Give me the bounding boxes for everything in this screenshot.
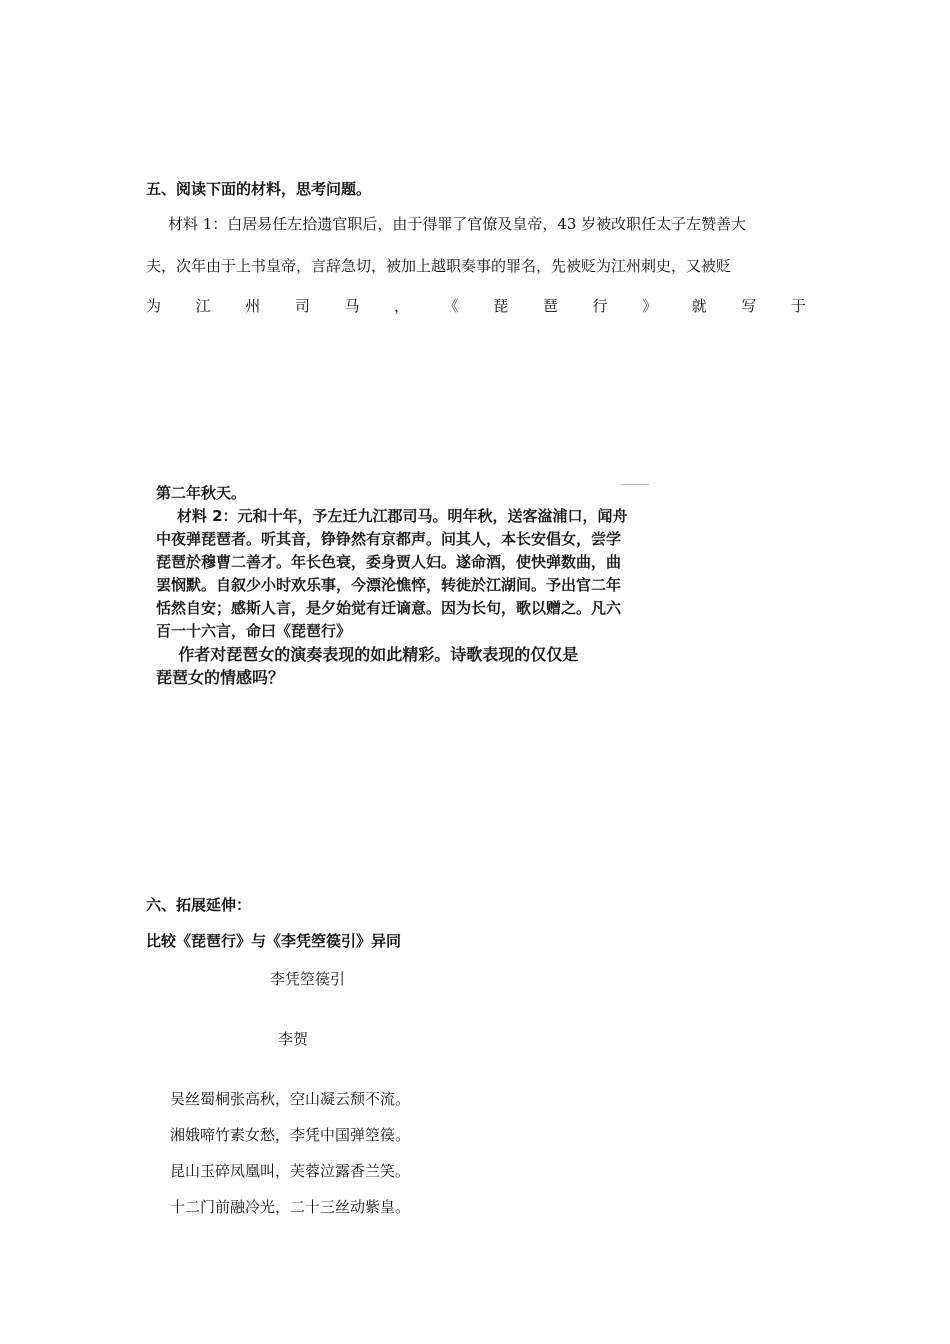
scanned-material-image: [150, 482, 650, 694]
material-1-line-3: [146, 296, 806, 316]
char: 就: [691, 297, 707, 315]
poem-author: 李贺: [278, 1030, 309, 1048]
scan-line: 中夜弹琵琶者。听其音，铮铮然有京都声。问其人，本长安倡女，尝学: [156, 530, 622, 548]
char: 行: [592, 297, 608, 315]
char: 于: [790, 297, 806, 315]
scan-line: 琵琶於穆曹二善才。年长色衰，委身贾人妇。遂命酒，使快弹数曲，曲: [156, 553, 622, 571]
scan-line: 作者对琵琶女的演奏表现的如此精彩。诗歌表现的仅仅是: [156, 645, 579, 664]
scan-line: 罢悯默。自叙少小时欢乐事，今漂沦憔悴，转徙於江湖间。予出官二年: [156, 576, 622, 594]
section-5-heading: 五、阅读下面的材料，思考问题。: [146, 180, 372, 198]
poem-title: 李凭箜篌引: [270, 970, 346, 988]
char: 《: [443, 297, 459, 315]
char: 琶: [542, 297, 558, 315]
char: 马: [344, 297, 360, 315]
poem-line: 吴丝蜀桐张高秋，空山凝云颓不流。: [170, 1090, 411, 1108]
char: 州: [245, 297, 261, 315]
char: ，: [394, 297, 410, 315]
char: 司: [294, 297, 310, 315]
material-1-line-2: 夫，次年由于上书皇帝，言辞急切，被加上越职奏事的罪名，先被贬为江州刺史，又被贬: [146, 257, 732, 275]
scan-line: 恬然自安；感斯人言，是夕始觉有迁谪意。因为长句，歌以赠之。凡六: [156, 599, 622, 617]
scan-line: 材料 2：元和十年，予左迁九江郡司马。明年秋，送客湓浦口，闻舟: [156, 507, 628, 525]
char: 琵: [493, 297, 509, 315]
poem-line: 昆山玉碎凤凰叫，芙蓉泣露香兰笑。: [170, 1162, 411, 1180]
scan-line: 百一十六言，命曰《琵琶行》: [156, 622, 352, 640]
char: 江: [195, 297, 211, 315]
poem-line: 湘娥啼竹素女愁，李凭中国弹箜篌。: [170, 1126, 411, 1144]
char: 写: [741, 297, 757, 315]
char: 为: [146, 297, 162, 315]
material-1-line-1: 材料 1：白居易任左拾遗官职后，由于得罪了官僚及皇帝，43 岁被改职任太子左赞善大: [168, 215, 747, 233]
scan-line: 琵琶女的情感吗？: [156, 668, 285, 687]
scan-line: 第二年秋天。: [156, 484, 247, 502]
poem-line: 十二门前融冷光，二十三丝动紫皇。: [170, 1198, 411, 1216]
section-6-heading: 六、拓展延伸：: [146, 896, 252, 914]
comparison-subheading: 比较《琵琶行》与《李凭箜篌引》异同: [146, 932, 402, 950]
char: 》: [642, 297, 658, 315]
